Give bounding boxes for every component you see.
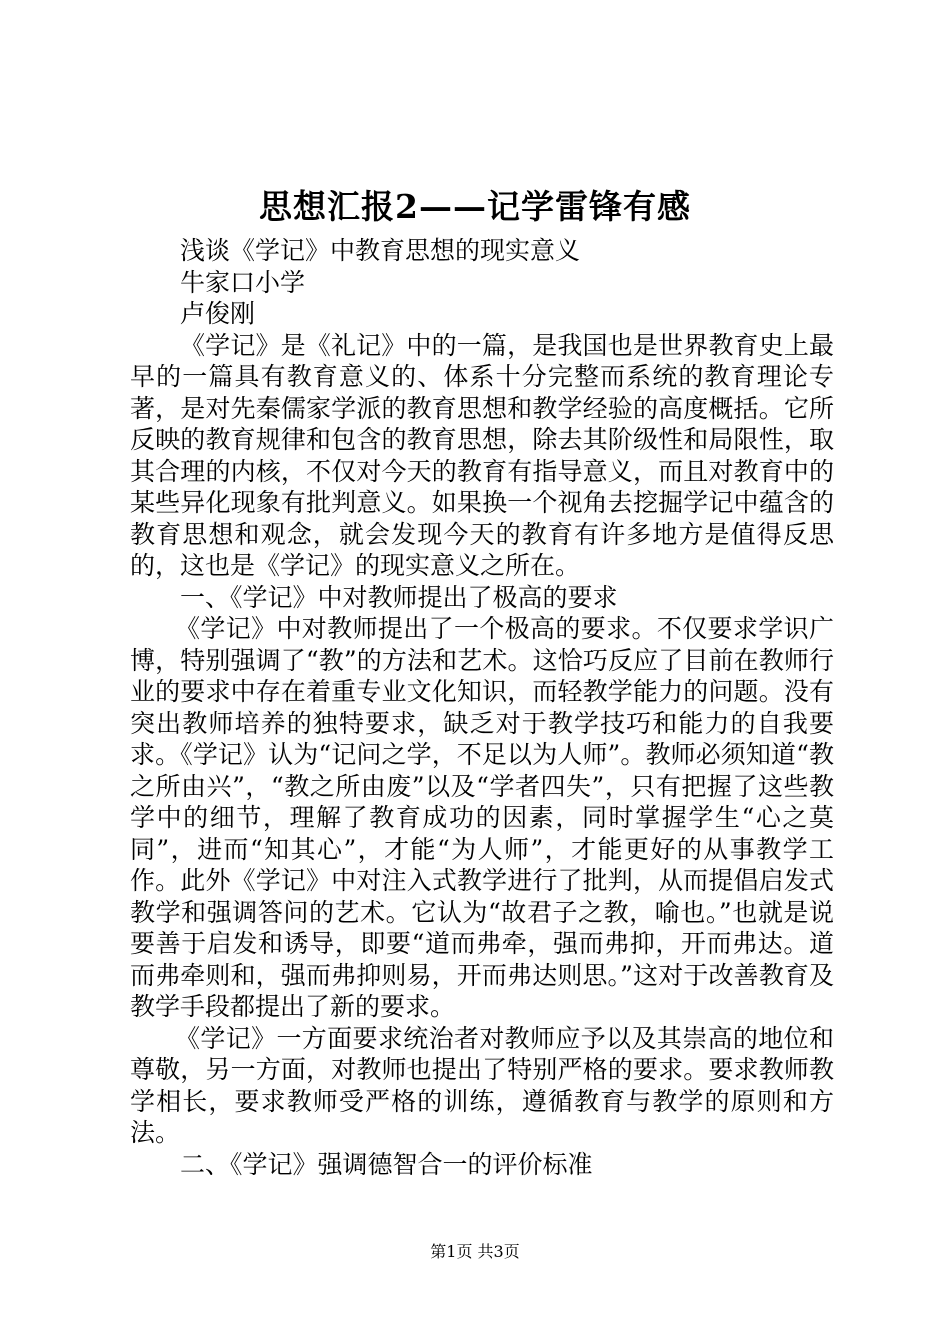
school-line: 牛家口小学	[180, 267, 306, 297]
document-body	[130, 235, 834, 1180]
section-heading-2: 二、《学记》强调德智合一的评价标准	[180, 1149, 593, 1179]
intro-paragraph: 《学记》是《礼记》中的一篇，是我国也是世界教育史上最早的一篇具有教育意义的、体系十分完整而系统的教育理论专著，是对先秦儒家学派的教育思想和教学经验的高度概括。它所反映的教育规律和包含的教育思想，除去其阶级性和局限性，取其合理的内核，不仅对今天的教育有指导意义，而且对教育中的某些异化现象有批判意义。如果换一个视角去挖掘学记中蕴含的教育思想和观念，就会发现今天的教育有许多地方是值得反思的，这也是《学记》的现实意义之所在。	[130, 330, 834, 580]
author-line: 卢俊刚	[180, 299, 256, 328]
section-heading-1: 一、《学记》中对教师提出了极高的要求	[180, 582, 618, 612]
subtitle-line: 浅谈《学记》中教育思想的现实意义	[180, 236, 581, 265]
section-1-paragraph-2: 《学记》一方面要求统治者对教师应予以及其崇高的地位和尊敬，另一方面，对教师也提出了特别严格的要求。要求教师教学相长，要求教师受严格的训练，遵循教育与教学的原则和方法。	[130, 1023, 834, 1147]
section-1-paragraph: 《学记》中对教师提出了一个极高的要求。不仅要求学识广博，特别强调了“教”的方法和艺术。这恰巧反应了目前在教师行业的要求中存在着重专业文化知识，而轻教学能力的问题。没有突出教师培养的独特要求，缺乏对于教学技巧和能力的自我要求。《学记》认为“记问之学，不足以为人师”。教师必须知道“教之所由兴”，“教之所由废”以及“学者四失”，只有把握了这些教学中的细节，理解了教育成功的因素，同时掌握学生“心之莫同”，进而“知其心”，才能“为人师”，才能更好的从事教学工作。此外《学记》中对注入式教学进行了批判，从而提倡启发式教学和强调答问的艺术。它认为“故君子之教，喻也。”也就是说要善于启发和诱导，即要“道而弗牵，强而弗抑，开而弗达。道而弗牵则和，强而弗抑则易，开而弗达则思。”这对于改善教育及教学手段都提出了新的要求。	[130, 614, 834, 1021]
document-title: 思想汇报2——记学雷锋有感	[259, 187, 691, 226]
page-number-footer: 第1页 共3页	[430, 1242, 520, 1261]
